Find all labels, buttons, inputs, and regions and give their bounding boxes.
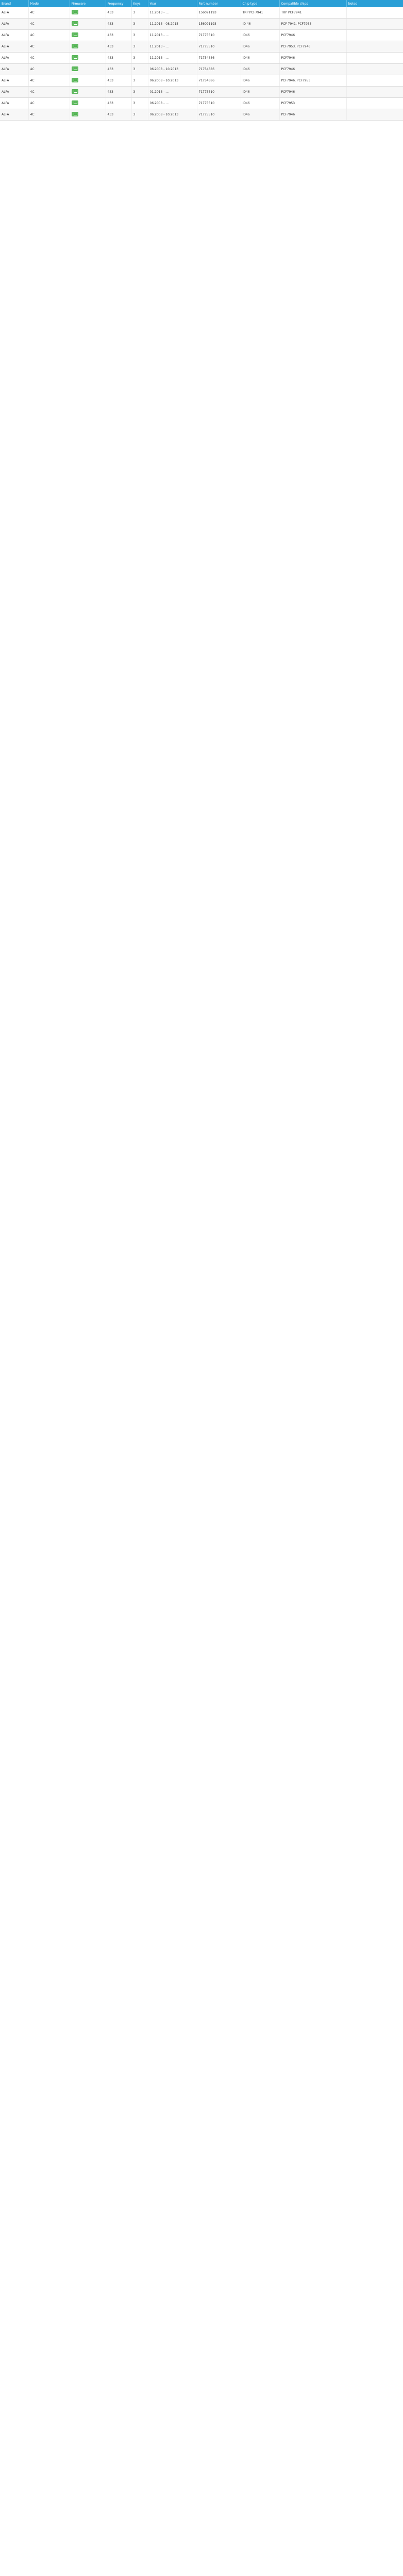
column-header-year[interactable]: Year xyxy=(148,0,197,7)
cell-notes xyxy=(346,75,403,87)
cell-notes xyxy=(346,41,403,53)
cell-year: 11.2013 - ... xyxy=(148,30,197,41)
cell-brand: ALFA xyxy=(0,41,28,53)
cell-chip-type: ID 46 xyxy=(241,19,279,30)
cell-notes xyxy=(346,53,403,64)
cell-model: 4C xyxy=(28,87,70,98)
download-icon[interactable] xyxy=(72,10,78,14)
cell-keys: 3 xyxy=(131,109,148,121)
cell-notes xyxy=(346,98,403,109)
cell-firmware xyxy=(70,87,106,98)
cell-part-number: 156091193 xyxy=(197,19,241,30)
table-body xyxy=(0,7,403,121)
cell-firmware xyxy=(70,98,106,109)
cell-brand: ALFA xyxy=(0,109,28,121)
download-icon[interactable] xyxy=(72,100,78,105)
cell-notes xyxy=(346,64,403,75)
table-row[interactable] xyxy=(0,53,403,64)
cell-chip-type: TRP PCF7941 xyxy=(241,7,279,19)
cell-year: 06.2008 - ... xyxy=(148,98,197,109)
cell-model: 4C xyxy=(28,19,70,30)
cell-compatible-chips: PCF7946 xyxy=(279,53,346,64)
cell-model: 4C xyxy=(28,109,70,121)
column-header-part-number[interactable]: Part number xyxy=(197,0,241,7)
cell-chip-type: ID46 xyxy=(241,98,279,109)
cell-chip-type: ID46 xyxy=(241,75,279,87)
cell-model: 4C xyxy=(28,30,70,41)
cell-keys: 3 xyxy=(131,87,148,98)
cell-compatible-chips: PCF7946 xyxy=(279,87,346,98)
cell-chip-type: ID46 xyxy=(241,64,279,75)
column-header-chip-type[interactable]: Chip type xyxy=(241,0,279,7)
column-header-frequency[interactable]: Frequency xyxy=(106,0,131,7)
column-header-model[interactable]: Model xyxy=(28,0,70,7)
cell-compatible-chips: TRP PCF7941 xyxy=(279,7,346,19)
cell-chip-type: ID46 xyxy=(241,53,279,64)
cell-part-number: 156091193 xyxy=(197,7,241,19)
cell-frequency: 433 xyxy=(106,87,131,98)
cell-compatible-chips: PCF7946 xyxy=(279,64,346,75)
cell-notes xyxy=(346,7,403,19)
cell-keys: 3 xyxy=(131,30,148,41)
download-icon[interactable] xyxy=(72,112,78,116)
cell-part-number: 71775510 xyxy=(197,109,241,121)
cell-brand: ALFA xyxy=(0,87,28,98)
table-row[interactable] xyxy=(0,7,403,19)
cell-chip-type: ID46 xyxy=(241,30,279,41)
cell-firmware xyxy=(70,19,106,30)
table-header-row xyxy=(0,0,403,7)
table-row[interactable] xyxy=(0,41,403,53)
cell-frequency: 433 xyxy=(106,64,131,75)
download-icon[interactable] xyxy=(72,44,78,48)
cell-brand: ALFA xyxy=(0,30,28,41)
cell-frequency: 433 xyxy=(106,53,131,64)
download-icon[interactable] xyxy=(72,21,78,26)
download-icon[interactable] xyxy=(72,55,78,60)
cell-firmware xyxy=(70,109,106,121)
cell-firmware xyxy=(70,75,106,87)
cell-keys: 3 xyxy=(131,75,148,87)
cell-notes xyxy=(346,19,403,30)
cell-firmware xyxy=(70,41,106,53)
cell-frequency: 433 xyxy=(106,19,131,30)
download-icon[interactable] xyxy=(72,32,78,37)
cell-compatible-chips: PCF7946 xyxy=(279,30,346,41)
cell-frequency: 433 xyxy=(106,98,131,109)
cell-notes xyxy=(346,30,403,41)
cell-year: 06.2008 - 10.2013 xyxy=(148,75,197,87)
cell-notes xyxy=(346,87,403,98)
table-row[interactable] xyxy=(0,75,403,87)
cell-compatible-chips: PCF7953, PCF7946 xyxy=(279,41,346,53)
column-header-keys[interactable]: Keys xyxy=(131,0,148,7)
cell-compatible-chips: PCF 7941, PCF7953 xyxy=(279,19,346,30)
cell-model: 4C xyxy=(28,75,70,87)
cell-keys: 3 xyxy=(131,98,148,109)
cell-part-number: 71775510 xyxy=(197,41,241,53)
cell-keys: 3 xyxy=(131,53,148,64)
cell-compatible-chips: PCF7946, PCF7953 xyxy=(279,75,346,87)
cell-year: 11.2013 - ... xyxy=(148,53,197,64)
cell-frequency: 433 xyxy=(106,41,131,53)
cell-brand: ALFA xyxy=(0,53,28,64)
cell-model: 4C xyxy=(28,41,70,53)
cell-part-number: 71754386 xyxy=(197,64,241,75)
download-icon[interactable] xyxy=(72,78,78,82)
cell-compatible-chips: PCF7946 xyxy=(279,109,346,121)
compatibility-table xyxy=(0,0,403,121)
cell-frequency: 433 xyxy=(106,7,131,19)
table-row[interactable] xyxy=(0,19,403,30)
cell-keys: 3 xyxy=(131,7,148,19)
cell-compatible-chips: PCF7953 xyxy=(279,98,346,109)
cell-part-number: 71775510 xyxy=(197,87,241,98)
cell-keys: 3 xyxy=(131,19,148,30)
cell-brand: ALFA xyxy=(0,64,28,75)
cell-firmware xyxy=(70,7,106,19)
cell-year: 01.2013 - ... xyxy=(148,87,197,98)
cell-firmware xyxy=(70,53,106,64)
column-header-firmware[interactable]: Firmware xyxy=(70,0,106,7)
cell-year: 11.2013 - ... xyxy=(148,41,197,53)
cell-frequency: 433 xyxy=(106,75,131,87)
cell-model: 4C xyxy=(28,98,70,109)
cell-keys: 3 xyxy=(131,64,148,75)
table-row[interactable] xyxy=(0,30,403,41)
cell-year: 11.2013 - 08.2015 xyxy=(148,19,197,30)
cell-chip-type: ID46 xyxy=(241,41,279,53)
cell-model: 4C xyxy=(28,7,70,19)
table-row[interactable] xyxy=(0,98,403,109)
column-header-notes[interactable]: Notes xyxy=(346,0,403,7)
cell-firmware xyxy=(70,30,106,41)
download-icon[interactable] xyxy=(72,89,78,94)
cell-part-number: 71775510 xyxy=(197,98,241,109)
cell-brand: ALFA xyxy=(0,75,28,87)
cell-part-number: 71754386 xyxy=(197,53,241,64)
cell-chip-type: ID46 xyxy=(241,87,279,98)
cell-notes xyxy=(346,109,403,121)
cell-frequency: 433 xyxy=(106,30,131,41)
cell-model: 4C xyxy=(28,53,70,64)
cell-keys: 3 xyxy=(131,41,148,53)
cell-brand: ALFA xyxy=(0,7,28,19)
cell-part-number: 71754386 xyxy=(197,75,241,87)
cell-year: 11.2013 - ... xyxy=(148,7,197,19)
cell-brand: ALFA xyxy=(0,19,28,30)
cell-part-number: 71775510 xyxy=(197,30,241,41)
column-header-brand[interactable]: Brand xyxy=(0,0,28,7)
cell-frequency: 433 xyxy=(106,109,131,121)
cell-year: 06.2008 - 10.2013 xyxy=(148,109,197,121)
table-row[interactable] xyxy=(0,109,403,121)
column-header-compatible-chips[interactable]: Compatible chips xyxy=(279,0,346,7)
cell-chip-type: ID46 xyxy=(241,109,279,121)
cell-year: 06.2008 - 10.2013 xyxy=(148,64,197,75)
cell-firmware xyxy=(70,64,106,75)
cell-brand: ALFA xyxy=(0,98,28,109)
table-row[interactable] xyxy=(0,87,403,98)
cell-model: 4C xyxy=(28,64,70,75)
table-row[interactable] xyxy=(0,64,403,75)
download-icon[interactable] xyxy=(72,66,78,71)
